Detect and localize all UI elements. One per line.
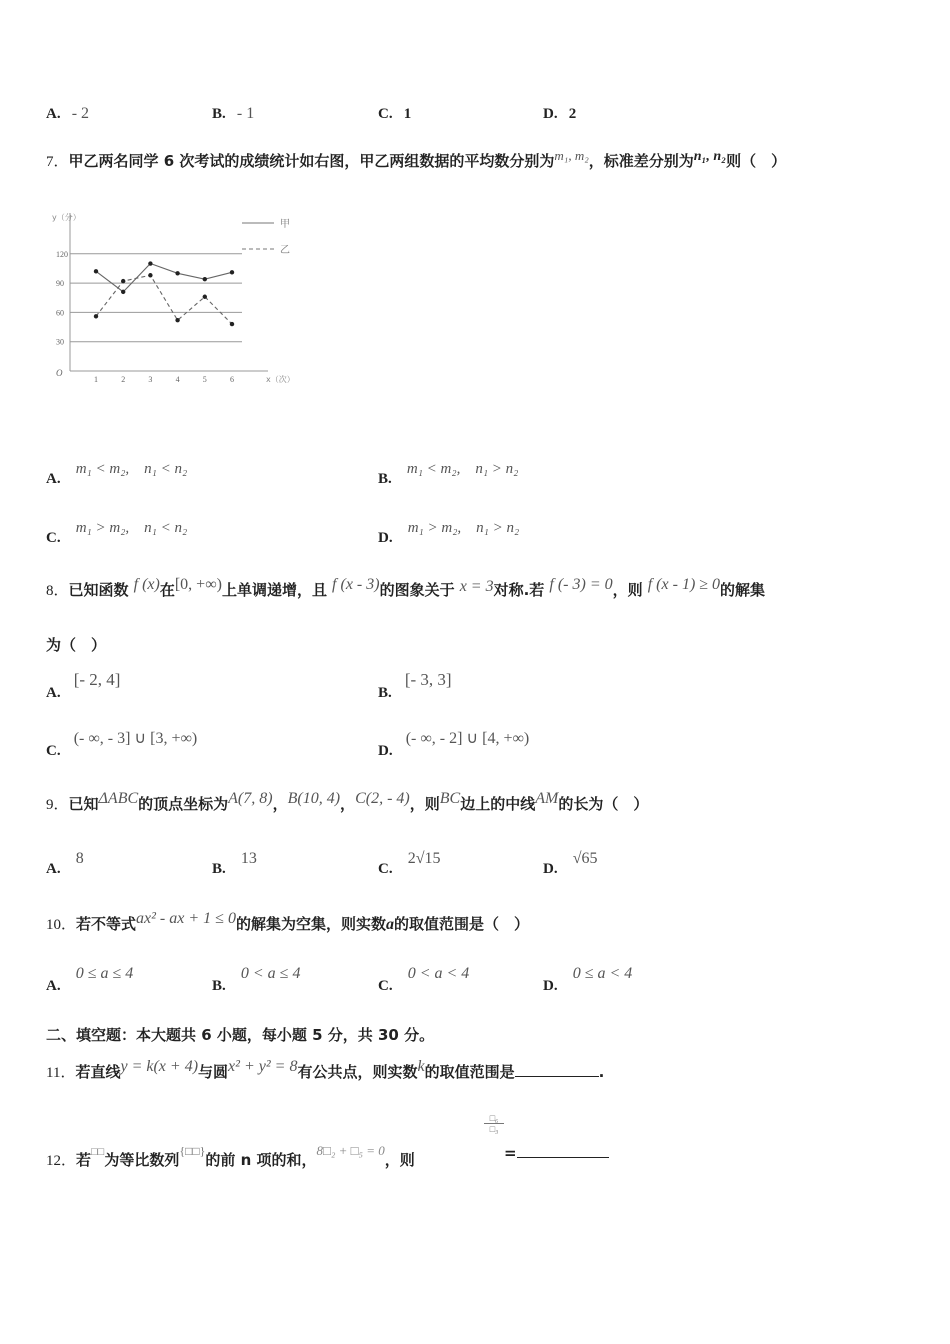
q6-option-a: A. - 2 <box>46 105 90 122</box>
q11-stem: 11．若直线y = k(x + 4)与圆x² + y² = 8有公共点，则实数k的取值范围是 . <box>46 1058 605 1081</box>
q9-stem: 9．已知ΔABC的顶点坐标为A(7, 8)，B(10, 4)，C(2, - 4)，则BC边上的中线AM的长为（ ） <box>46 790 649 813</box>
q9-option-b: B. 13 <box>212 850 257 877</box>
data-point <box>175 318 179 322</box>
q7-option-b: B. m₁ < m₂, n₁ > n₂ <box>378 461 519 487</box>
legend-label-jia: 甲 <box>280 219 290 230</box>
q6-option-c: C. 1 <box>378 106 412 122</box>
data-point <box>230 270 234 274</box>
q12-answer: = <box>504 1143 609 1162</box>
q8-option-b: B. [- 3, 3] <box>378 670 452 701</box>
y-tick-label: 30 <box>56 337 64 347</box>
x-tick-label: 3 <box>148 375 153 384</box>
q12-stem: 12．若□□为等比数列{□□}的前 n 项的和，$^{8□_2 + □_5 = 0}$，则 <box>46 1143 415 1169</box>
x-axis-label: x（次） <box>266 375 295 384</box>
data-point <box>94 269 98 273</box>
q10-option-c: C. 0 < a < 4 <box>378 965 470 994</box>
score-line-chart <box>46 205 316 390</box>
q7-stem: 7．甲乙两名同学 6 次考试的成绩统计如右图，甲乙两组数据的平均数分别为$^{m_1, m_2}$，标准差分别为n₁, n₂则（ ） <box>46 148 787 170</box>
y-axis-label: y（分） <box>52 213 81 222</box>
data-point <box>148 273 152 277</box>
q8-option-d: D. (- ∞, - 2] ∪ [4, +∞) <box>378 730 530 759</box>
q9-option-a: A. 8 <box>46 850 84 877</box>
x-tick-label: 1 <box>94 375 98 384</box>
chart-axes <box>70 213 268 371</box>
data-point <box>203 295 207 299</box>
section-heading-fill-in: 二、填空题：本大题共 6 小题，每小题 5 分，共 30 分。 <box>46 1026 435 1044</box>
q8-stem: 8．已知函数 f (x)在[0, +∞)上单调递增，且 f (x - 3)的图象关于 x = 3对称.若 f (- 3) = 0，则 f (x - 1) ≥ 0的解集 <box>46 576 766 599</box>
x-tick-label: 5 <box>202 375 207 384</box>
y-tick-label: 120 <box>56 249 68 259</box>
q12-answer-blank[interactable] <box>517 1157 609 1158</box>
data-point <box>148 261 152 265</box>
y-tick-label: 90 <box>56 279 64 289</box>
q8-option-c: C. (- ∞, - 3] ∪ [3, +∞) <box>46 730 198 759</box>
data-point <box>203 277 207 281</box>
q10-option-a: A. 0 ≤ a ≤ 4 <box>46 965 134 994</box>
q10-option-d: D. 0 ≤ a < 4 <box>543 965 633 994</box>
series-line-jia <box>96 264 232 292</box>
y-tick-label: 60 <box>56 308 64 318</box>
q11-answer-blank[interactable] <box>515 1076 599 1077</box>
q8-option-a: A. [- 2, 4] <box>46 670 121 701</box>
q6-option-d: D. 2 <box>543 106 577 122</box>
q10-option-b: B. 0 < a ≤ 4 <box>212 965 301 994</box>
q12-fraction: □₆ □₃ <box>484 1113 504 1134</box>
q7-option-d: D. m₁ > m₂, n₁ > n₂ <box>378 520 520 546</box>
x-tick-label: 2 <box>121 375 126 384</box>
data-point <box>175 271 179 275</box>
data-point <box>230 322 234 326</box>
data-point <box>121 279 125 283</box>
q9-option-c: C. 2√15 <box>378 850 441 877</box>
data-point <box>94 314 98 318</box>
q8-stem-cont: 为（ ） <box>46 636 107 654</box>
x-tick-label: 4 <box>175 375 180 384</box>
chart-gridlines <box>70 254 242 342</box>
data-point <box>121 290 125 294</box>
q9-option-d: D. √65 <box>543 850 598 877</box>
origin-label: O <box>56 368 63 378</box>
q10-stem: 10．若不等式ax² - ax + 1 ≤ 0的解集为空集，则实数a的取值范围是（ ） <box>46 910 529 933</box>
q6-option-b: B. - 1 <box>212 105 255 122</box>
q7-option-a: A. m₁ < m₂, n₁ < n₂ <box>46 461 188 487</box>
legend-label-yi: 乙 <box>280 245 290 256</box>
q7-option-c: C. m₁ > m₂, n₁ < n₂ <box>46 520 188 546</box>
x-tick-label: 6 <box>230 375 234 384</box>
